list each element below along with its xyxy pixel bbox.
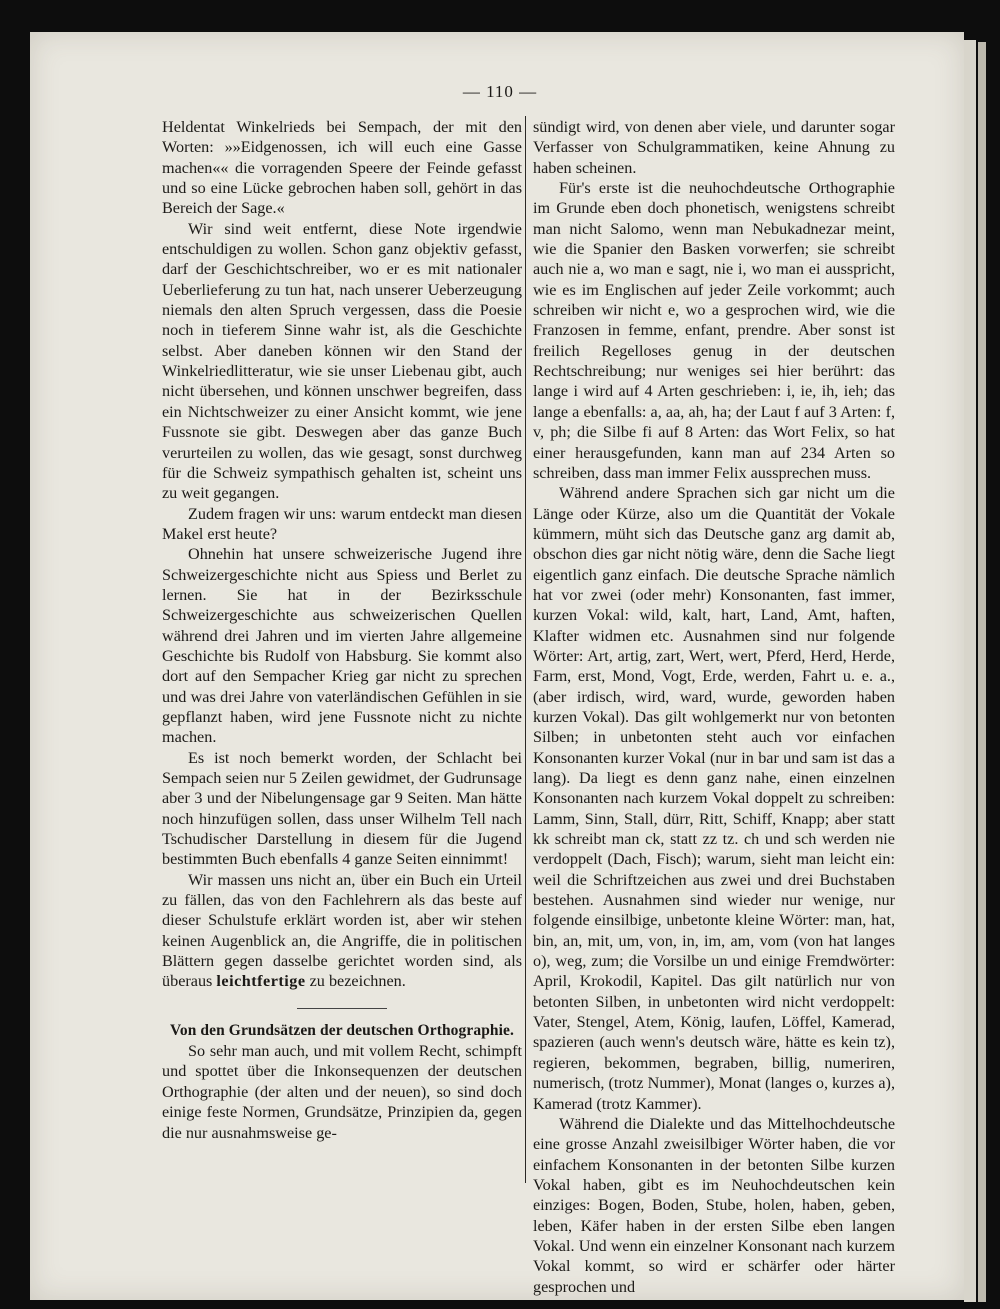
- paragraph: Es ist noch bemerkt worden, der Schlacht bei Sempach seien nur 5 Zeilen gewidmet, der Gudrunsage aber 3 und der Nibelungensage gar 9 Seiten. Man hätte noch hinzufügen sollen, dass unser Wilhelm Tell nach Tschudischer Darstellung in diesem für die Jugend bestimmten Buch ebenfalls 4 ganze Seiten einnimmt!: [162, 748, 522, 869]
- paragraph: [162, 870, 522, 992]
- section-divider: [297, 1008, 387, 1009]
- paragraph: Während die Dialekte und das Mittelhochdeutsche eine grosse Anzahl zweisilbiger Wörter haben, die vor einfachem Konsonanten in der betonten Silbe kurzen Vokal haben, gibt es im Neuhochdeutschen kein einziges: Bogen, Boden, Stube, holen, haben, geben, leben, Käfer haben in der ersten Silbe eben langen Vokal. Und wenn ein einzelner Konsonant nach kurzem Vokal kommt, so wird er schärfer oder härter gesprochen und: [533, 1114, 895, 1296]
- paragraph: Für's erste ist die neuhochdeutsche Orthographie im Grunde eben doch phonetisch, wenigstens schreibt man nicht Salomo, wenn man Nebukadnezar meint, wie die Spanier den Basken vorwerfen; sie schreibt auch nie a, wo man e sagt, nie i, wo man ei ausspricht, wie es im Englischen auf jeder Zeile vorkommt; auch schreiben wir nicht e, wo a gesprochen wird, wie die Franzosen in femme, enfant, prendre. Aber sonst ist freilich Regelloses genug in der deutschen Rechtschreibung; nur weniges sei hier berührt: das lange i wird auf 4 Arten geschrieben: i, ie, ih, ieh; das lange a ebenfalls: a, aa, ah, ha; der Laut f auf 3 Arten: f, v, ph; die Silbe fi auf 8 Arten: das Wort Felix, so hat einer herausgefunden, kann man auf 234 Arten so schreiben, dass man immer Felix aussprechen muss.: [533, 179, 895, 482]
- paragraph: Heldentat Winkelrieds bei Sempach, der mit den Worten: »»Eidgenossen, ich will euch eine Gasse machen«« die vorragenden Speere der Feinde gefasst und so eine Lücke gebrochen haben soll, gehört in das Bereich der Sage.«: [162, 118, 522, 218]
- page-edge: [964, 40, 976, 1302]
- paragraph: sündigt wird, von denen aber viele, und darunter sogar Verfasser von Schulgrammatiken, keine Ahnung zu haben scheinen.: [533, 118, 895, 177]
- paragraph: Wir sind weit entfernt, diese Note irgendwie entschuldigen zu wollen. Schon ganz objektiv gefasst, darf der Geschichtschreiber, wo er es mit nationaler Ueberlieferung zu tun hat, nach unserer Ueberzeugung niemals den alten Spruch vergessen, dass die Poesie noch in tieferem Sinne wahr ist, als die Geschichte selbst. Aber daneben können wir den Stand der Winkelriedlitteratur, wie sie unser Liebenau gibt, auch nicht übersehen, und können unschwer begreifen, dass ein Nichtschweizer zu einer Ansicht kommt, wie jene Fussnote sie gibt. Deswegen aber das ganze Buch verurteilen zu wollen, das wie gesagt, sonst durchweg für die Schweiz sympathisch gehalten ist, scheint uns zu weit gegangen.: [162, 219, 522, 503]
- section-heading: Von den Grundsätzen der deutschen Orthographie.: [169, 1021, 515, 1039]
- page-edge-shadow: [978, 42, 986, 1302]
- page-number: — 110 —: [462, 82, 538, 101]
- paragraph: Zudem fragen wir uns: warum entdeckt man diesen Makel erst heute?: [162, 504, 522, 543]
- paragraph-text: Wir massen uns nicht an, über ein Buch ein Urteil zu fällen, das von den Fachlehrern als das beste auf dieser Schulstufe erklärt worden ist, aber wir stehen keinen Augenblick an, die Angriffe, die in politischen Blättern gegen dasselbe gerichtet worden sind, als überaus: [162, 870, 522, 991]
- column-rule: [525, 116, 526, 1183]
- paragraph: So sehr man auch, und mit vollem Recht, schimpft und spottet über die Inkonsequenzen der deutschen Orthographie (der alten und der neuen), so sind doch einige feste Normen, Grundsätze, Prinzipien da, gegen die nur ausnahmsweise ge-: [162, 1042, 522, 1142]
- left-column: [162, 117, 522, 1143]
- emphasis-text: leichtfertige: [216, 972, 306, 991]
- paragraph: Während andere Sprachen sich gar nicht um die Länge oder Kürze, also um die Quantität der Vokale kümmern, müht sich das Deutsche ganz arg damit ab, obschon dies gar nicht nötig wäre, denn die Sache liegt eigentlich ganz einfach. Die deutsche Sprache nämlich hat vor zwei (oder mehr) Konsonanten, fast immer, kurzen Vokal: wild, kalt, hart, Land, Amt, haften, Klafter widmen etc. Ausnahmen sind nur folgende Wörter: Art, artig, zart, Wert, wert, Pferd, Herd, Herde, Farm, erst, Mond, Vogt, Erde, werden, Fahrt u. e. a., (aber irdisch, wird, ward, wurde, geworden haben kurzen Vokal). Das gilt wohlgemerkt nur von betonten Silben; in unbetonten steht auch vor einfachen Konsonanten kurzer Vokal (nur in bar und sam ist das a lang). Da liegt es denn ganz nahe, einen einzelnen Konsonanten nach kurzem Vokal doppelt zu schreiben: Lamm, Sinn, Stall, dürr, Ritt, Schiff, Knapp; aber statt kk schreibt man ck, statt zz tz. ch und sch werden nie verdoppelt (Dach, Fisch); warum, sieht man leicht ein: weil die Schriftzeichen aus zwei und drei Buchstaben bestehen. Ausnahmen sind wieder nur wenige, nur folgende einsilbige, unbetonte kleine Wörter: man, hat, bin, an, mit, um, von, in, im, am, vom (von hat langes o), weg, zum; die Vorsilbe un und einige Fremdwörter: April, Krokodil, Kapitel. Das gilt natürlich nur von betonten Silben, in unbetonten wird nicht verdoppelt: Vater, Stengel, Atem, König, laufen, Löffel, Kamerad, spazieren (auch wenn's deutsch wäre, hätte es kein tz), regieren, bekommen, begraben, billig, numeriren, numerisch, (trotz Nummer), Monat (langes o, kurzes a), Kamerad (trotz Kammer).: [533, 484, 895, 1113]
- right-column: [533, 117, 895, 1297]
- paragraph-text: zu bezeichnen.: [309, 972, 406, 991]
- paragraph: Ohnehin hat unsere schweizerische Jugend ihre Schweizergeschichte nicht aus Spiess und Berlet zu lernen. Sie hat in der Bezirksschule Schweizergeschichte aus schweizerischen Quellen während drei Jahren und im vierten Jahre allgemeine Geschichte bis Rudolf von Habsburg. Sie kommt also dort auf den Sempacher Krieg gar nicht zu sprechen und was drei Jahre von vaterländischen Gefühlen in sie gepflanzt haben, wird jene Fussnote nicht zu nichte machen.: [162, 545, 522, 747]
